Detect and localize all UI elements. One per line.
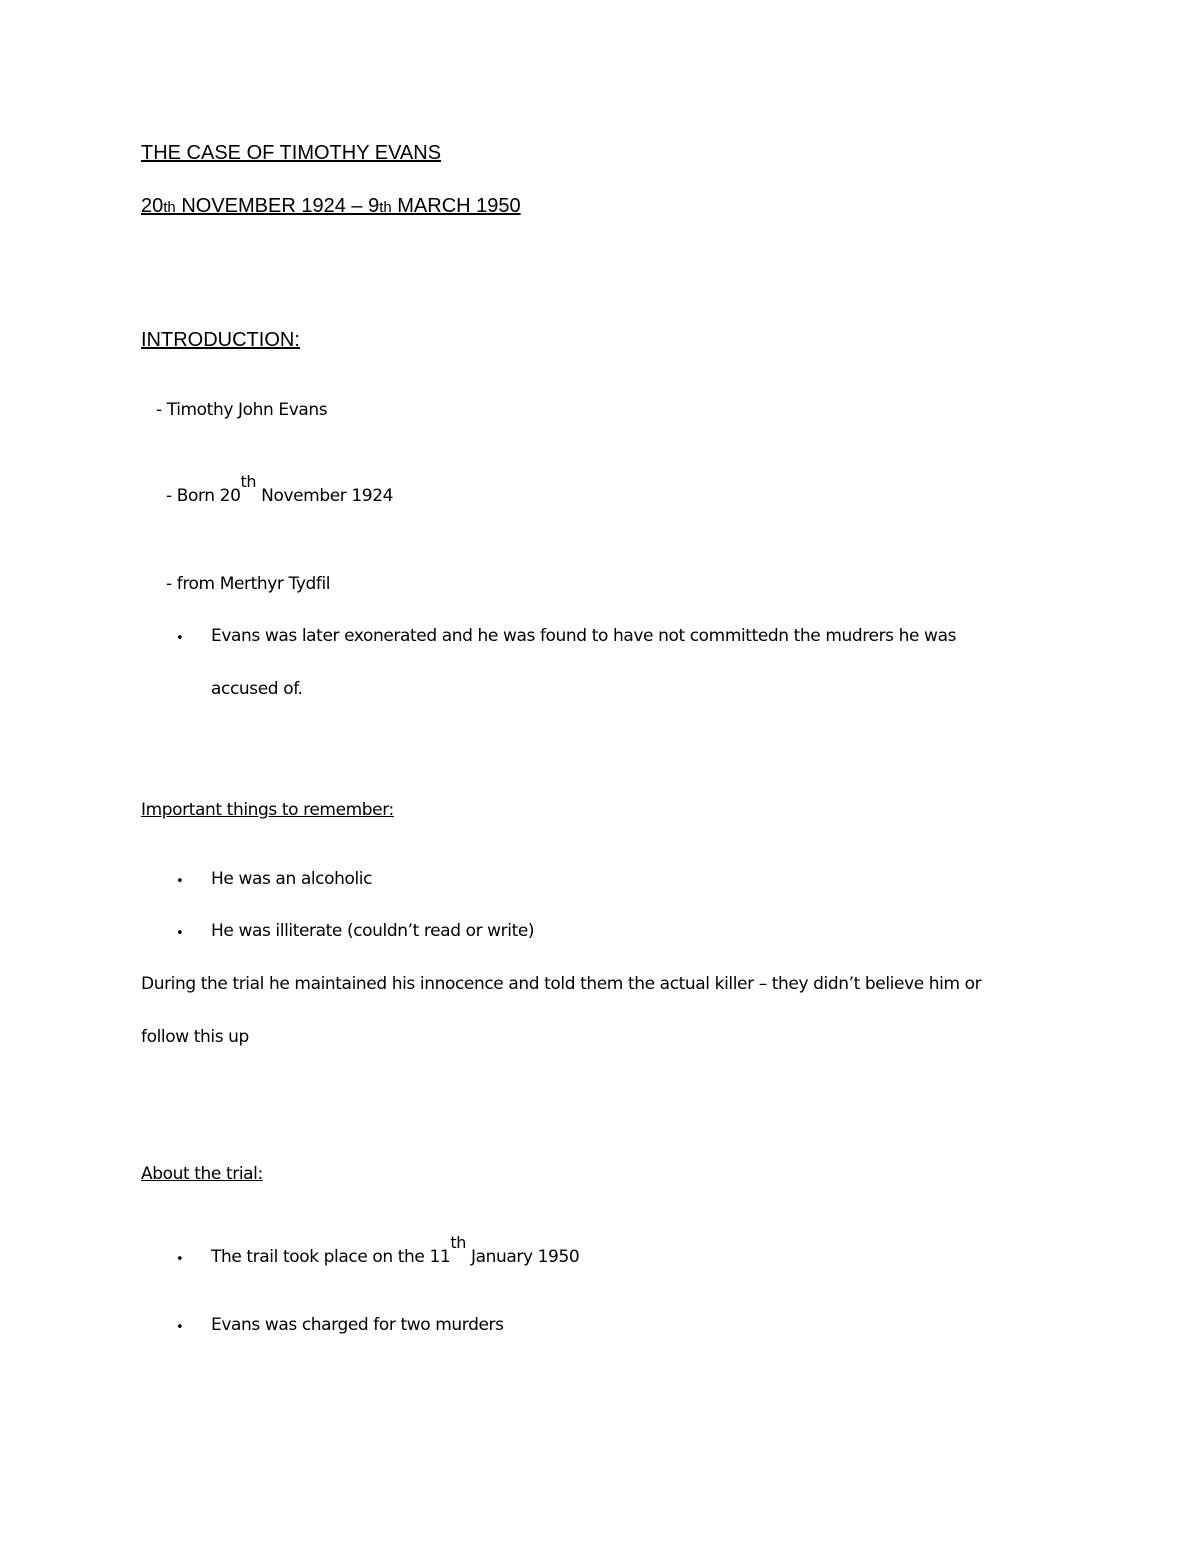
date-month-2: MARCH 1950 [391,195,521,217]
trial-item-2 [211,1317,504,1334]
intro-bullet-line-2 [211,681,303,698]
date-range [141,196,521,216]
bullet-icon: • [176,926,184,941]
introduction-heading [141,330,300,350]
trial-paragraph-line-2 [141,1029,249,1046]
trial-heading-text: About the trial: [141,1164,263,1184]
trial-heading [141,1166,263,1183]
important-item-2-text: He was illiterate (couldn’t read or write) [211,921,535,941]
bullet-icon: • [176,1252,184,1267]
intro-bullet-text-1: Evans was later exonerated and he was found to have not committedn the mudrers he was [211,626,957,646]
bullet-icon: • [176,874,184,889]
important-item-1-text: He was an alcoholic [211,869,373,889]
intro-bullet-text-2: accused of. [211,679,303,699]
born-superscript: th [240,472,257,491]
intro-name-text: - Timothy John Evans [156,400,328,420]
trial-item-1-suffix: January 1950 [465,1247,580,1267]
born-suffix: November 1924 [256,486,394,506]
important-item-1 [211,871,372,888]
date-suffix-2: th [379,199,392,216]
title-text: THE CASE OF TIMOTHY EVANS [141,142,442,164]
intro-name-line [156,402,327,419]
trial-paragraph-line-1 [141,976,981,993]
introduction-heading-text: INTRODUCTION: [141,329,300,351]
intro-from-line [166,576,330,593]
bullet-icon: • [176,631,184,646]
important-heading-text: Important things to remember: [141,800,394,820]
paragraph-text-2: follow this up [141,1027,249,1047]
date-suffix-1: th [163,199,176,216]
date-day-1: 20 [141,195,164,217]
intro-born-line [166,472,394,506]
trial-item-2-text: Evans was charged for two murders [211,1315,504,1335]
paragraph-text-1: During the trial he maintained his innocence and told them the actual killer – they didn’t believe him or [141,974,982,994]
intro-bullet-line-1 [211,628,956,645]
from-text: - from Merthyr Tydfil [166,574,331,594]
important-heading [141,802,394,819]
date-month-1: NOVEMBER 1924 – 9 [175,195,380,217]
trial-item-1-prefix: The trail took place on the 11 [211,1247,451,1267]
bullet-icon: • [176,1320,184,1335]
trial-item-1 [211,1233,580,1267]
trial-item-1-superscript: th [450,1233,466,1252]
document-title [141,143,441,163]
born-prefix: - Born 20 [166,486,241,506]
important-item-2 [211,923,534,940]
